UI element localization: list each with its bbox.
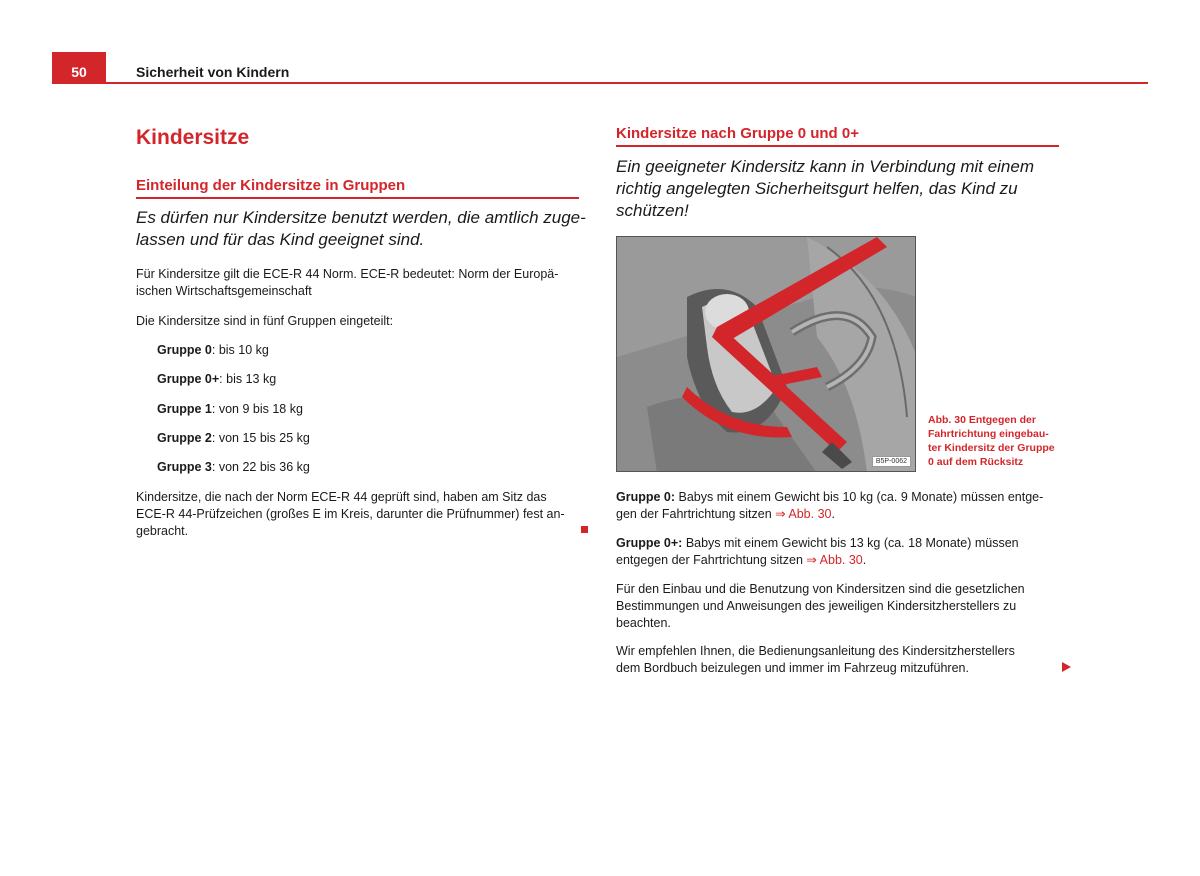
text-line: Babys mit einem Gewicht bis 10 kg (ca. 9 Monate) müssen entge- — [675, 490, 1044, 504]
figure-child-seat — [616, 236, 916, 472]
group-label: Gruppe 1 — [157, 402, 212, 416]
right-lead-line: schützen! — [616, 201, 689, 220]
text-line: beachten. — [616, 616, 671, 630]
left-subtitle: Einteilung der Kindersitze in Gruppen — [136, 177, 406, 194]
figure-reference-link[interactable]: ⇒ Abb. 30 — [775, 507, 832, 521]
right-paragraph-recommendation — [616, 643, 1015, 677]
right-subtitle: Kindersitze nach Gruppe 0 und 0+ — [616, 125, 859, 142]
section-end-marker — [581, 526, 588, 533]
text-line: Kindersitze, die nach der Norm ECE-R 44 geprüft sind, haben am Sitz das — [136, 490, 547, 504]
group-label: Gruppe 0 — [157, 343, 212, 357]
page-title: Kindersitze — [136, 126, 250, 149]
section-title: Sicherheit von Kindern — [136, 64, 290, 80]
text-line: ECE-R 44-Prüfzeichen (großes E im Kreis, darunter die Prüfnummer) fest an- — [136, 507, 565, 521]
caption-line: Fahrtrichtung eingebau- — [928, 428, 1049, 440]
text-line: entgegen der Fahrtrichtung sitzen — [616, 553, 807, 567]
left-lead — [136, 207, 586, 251]
group-label: Gruppe 0+ — [157, 372, 220, 386]
text-line: Für Kindersitze gilt die ECE-R 44 Norm. ECE-R bedeutet: Norm der Europä- — [136, 267, 559, 281]
text-line: dem Bordbuch beizulegen und immer im Fahrzeug mitzuführen. — [616, 661, 969, 675]
text-line: Wir empfehlen Ihnen, die Bedienungsanleitung des Kindersitzherstellers — [616, 644, 1015, 658]
left-paragraph-3 — [136, 489, 565, 540]
right-lead-line: richtig angelegten Sicherheitsgurt helfen, das Kind zu — [616, 179, 1018, 198]
figure-code: B5P-0062 — [872, 456, 911, 467]
left-subtitle-rule — [136, 197, 579, 199]
group-label: Gruppe 3 — [157, 460, 212, 474]
text-line: Babys mit einem Gewicht bis 13 kg (ca. 18 Monate) müssen — [682, 536, 1019, 550]
group-text: : von 9 bis 18 kg — [211, 402, 303, 416]
caption-line: Abb. 30 Entgegen der — [928, 414, 1036, 426]
left-paragraph-1 — [136, 266, 558, 300]
text-line: Bestimmungen und Anweisungen des jeweiligen Kindersitzherstellers zu — [616, 599, 1017, 613]
left-lead-line: Es dürfen nur Kindersitze benutzt werden, die amtlich zuge- — [136, 208, 586, 227]
left-paragraph-2: Die Kindersitze sind in fünf Gruppen eingeteilt: — [136, 314, 394, 328]
right-subtitle-rule — [616, 145, 1059, 147]
page-number-box — [52, 52, 106, 84]
page-number: 50 — [71, 64, 87, 80]
continue-arrow-icon — [1062, 662, 1071, 672]
group-item — [157, 459, 310, 476]
left-lead-line: lassen und für das Kind geeignet sind. — [136, 230, 425, 249]
group-item — [157, 401, 303, 418]
text-line: gen der Fahrtrichtung sitzen — [616, 507, 776, 521]
text-line: ischen Wirtschaftsgemeinschaft — [136, 284, 312, 298]
figure-caption — [928, 413, 1068, 469]
right-lead-line: Ein geeigneter Kindersitz kann in Verbindung mit einem — [616, 157, 1035, 176]
group-text: : bis 13 kg — [219, 372, 277, 386]
group-item — [157, 430, 310, 447]
header-rule — [106, 82, 1148, 84]
group-label: Gruppe 0: — [616, 490, 676, 504]
text-line: gebracht. — [136, 524, 189, 538]
period: . — [862, 553, 867, 567]
right-paragraph-regulations — [616, 581, 1025, 632]
figure-reference-link[interactable]: ⇒ Abb. 30 — [806, 553, 863, 567]
child-seat-illustration — [617, 237, 916, 472]
caption-line: ter Kindersitz der Gruppe — [928, 442, 1055, 454]
group-text: : bis 10 kg — [211, 343, 269, 357]
period: . — [831, 507, 835, 521]
text-line: Für den Einbau und die Benutzung von Kindersitzen sind die gesetzlichen — [616, 582, 1025, 596]
group-label: Gruppe 0+: — [616, 536, 683, 550]
caption-line: 0 auf dem Rücksitz — [928, 456, 1024, 468]
group-label: Gruppe 2 — [157, 431, 212, 445]
group-item — [157, 371, 276, 388]
right-lead — [616, 156, 1034, 222]
group-0-paragraph — [616, 489, 1043, 523]
group-0plus-paragraph — [616, 535, 1019, 569]
group-text: : von 22 bis 36 kg — [211, 460, 310, 474]
group-text: : von 15 bis 25 kg — [211, 431, 310, 445]
group-item — [157, 342, 269, 359]
